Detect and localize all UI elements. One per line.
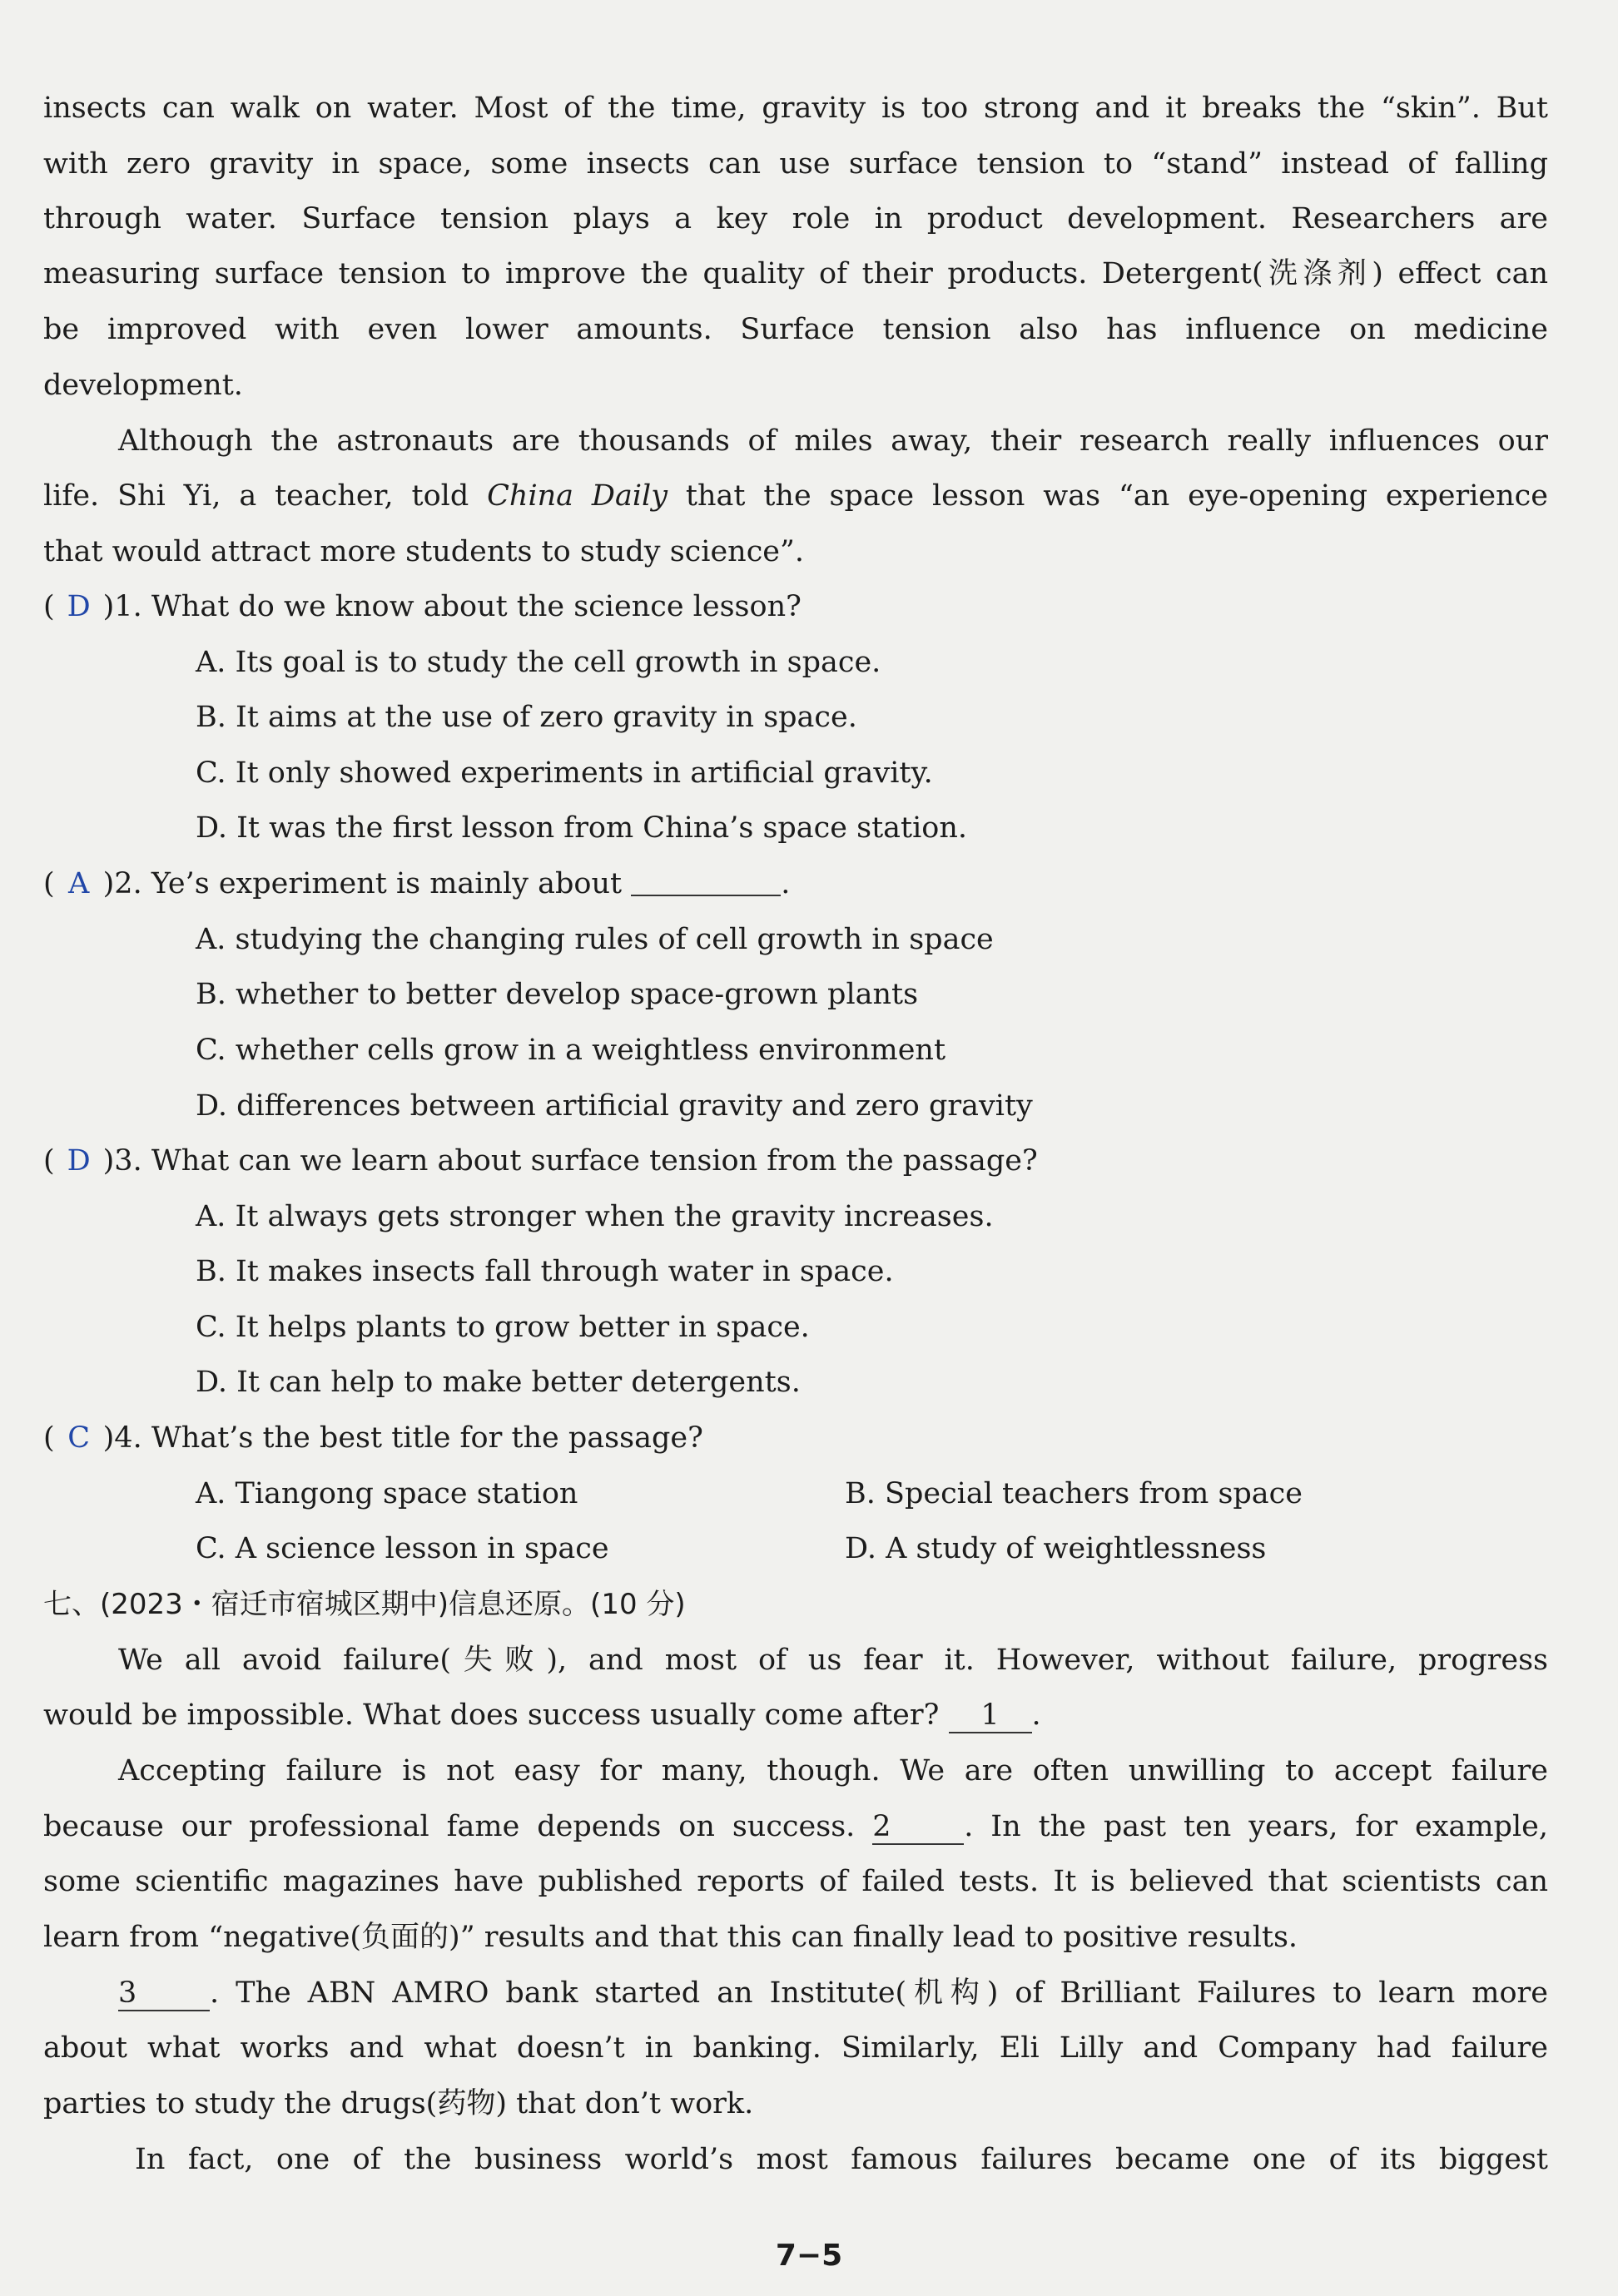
question-3: ( D )3. What can we learn about surface tension from the passage? [43,1144,1038,1178]
numbered-blank: 3 [118,1976,210,2011]
option: D. It was the first lesson from China’s space station. [196,811,968,845]
option: C. whether cells grow in a weightless environment [196,1034,946,1067]
option: B. It aims at the use of zero gravity in space. [196,701,857,734]
passage-line: that would attract more students to study science”. [43,535,805,568]
option: D. It can help to make better detergents. [196,1366,801,1399]
passage-line: some scientific magazines have published reports of failed tests. It is believed that scientists can [43,1865,1548,1898]
passage-line: because our professional fame depends on success. 2 . In the past ten years, for example, [43,1810,1548,1843]
passage-line: life. Shi Yi, a teacher, told China Daily that the space lesson was “an eye-opening experience [43,479,1548,513]
option: C. A science lesson in space [196,1532,609,1565]
answer-mark: D [67,590,91,623]
option: B. Special teachers from space [845,1477,1303,1510]
passage-line: would be impossible. What does success usually come after? 1 . [43,1698,1041,1732]
passage-line: about what works and what doesn’t in banking. Similarly, Eli Lilly and Company had failure [43,2031,1548,2065]
question-2: ( A )2. Ye’s experiment is mainly about . [43,867,791,900]
passage-line: be improved with even lower amounts. Surface tension also has influence on medicine [43,313,1548,346]
option: A. It always gets stronger when the gravity increases. [196,1200,994,1233]
option: B. whether to better develop space-grown plants [196,978,919,1011]
fill-blank [631,870,781,896]
question-4: ( C )4. What’s the best title for the passage? [43,1421,703,1455]
question-1: ( D )1. What do we know about the science lesson? [43,590,802,623]
option: A. Tiangong space station [196,1477,578,1510]
answer-mark: A [68,867,90,900]
numbered-blank: 2 [872,1810,964,1845]
passage-line: measuring surface tension to improve the quality of their products. Detergent(洗涤剂) effect can [43,257,1548,290]
option: A. studying the changing rules of cell growth in space [196,923,994,956]
option: D. A study of weightlessness [845,1532,1267,1565]
passage-line: through water. Surface tension plays a key role in product development. Researchers are [43,202,1548,236]
page-number: 7−5 [775,2239,843,2273]
answer-mark: D [67,1144,91,1178]
option: C. It helps plants to grow better in space. [196,1311,810,1344]
passage-line: We all avoid failure(失败), and most of us fear it. However, without failure, progress [118,1644,1548,1677]
passage-line: parties to study the drugs(药物) that don’t work. [43,2087,754,2120]
passage-line: with zero gravity in space, some insects can use surface tension to “stand” instead of falling [43,147,1548,181]
passage-line: 3 . The ABN AMRO bank started an Institute(机构) of Brilliant Failures to learn more [118,1976,1548,2010]
numbered-blank: 1 [949,1698,1032,1733]
newspaper-name: China Daily [487,479,668,513]
section-heading: 七、(2023・宿迁市宿城区期中)信息还原。(10 分) [43,1588,686,1621]
passage-line: insects can walk on water. Most of the time, gravity is too strong and it breaks the “skin”. But [43,92,1548,125]
option: D. differences between artificial gravity and zero gravity [196,1089,1033,1123]
option: C. It only showed experiments in artificial gravity. [196,756,933,790]
passage-line: development. [43,369,243,402]
option: B. It makes insects fall through water in space. [196,1255,894,1288]
option: A. Its goal is to study the cell growth in space. [196,646,881,679]
passage-line: Although the astronauts are thousands of miles away, their research really influences our [118,424,1548,458]
passage-line: In fact, one of the business world’s most famous failures became one of its biggest [135,2143,1548,2176]
passage-line: learn from “negative(负面的)” results and that this can finally lead to positive results. [43,1921,1298,1954]
passage-line: Accepting failure is not easy for many, though. We are often unwilling to accept failure [118,1754,1548,1788]
answer-mark: C [67,1421,91,1455]
